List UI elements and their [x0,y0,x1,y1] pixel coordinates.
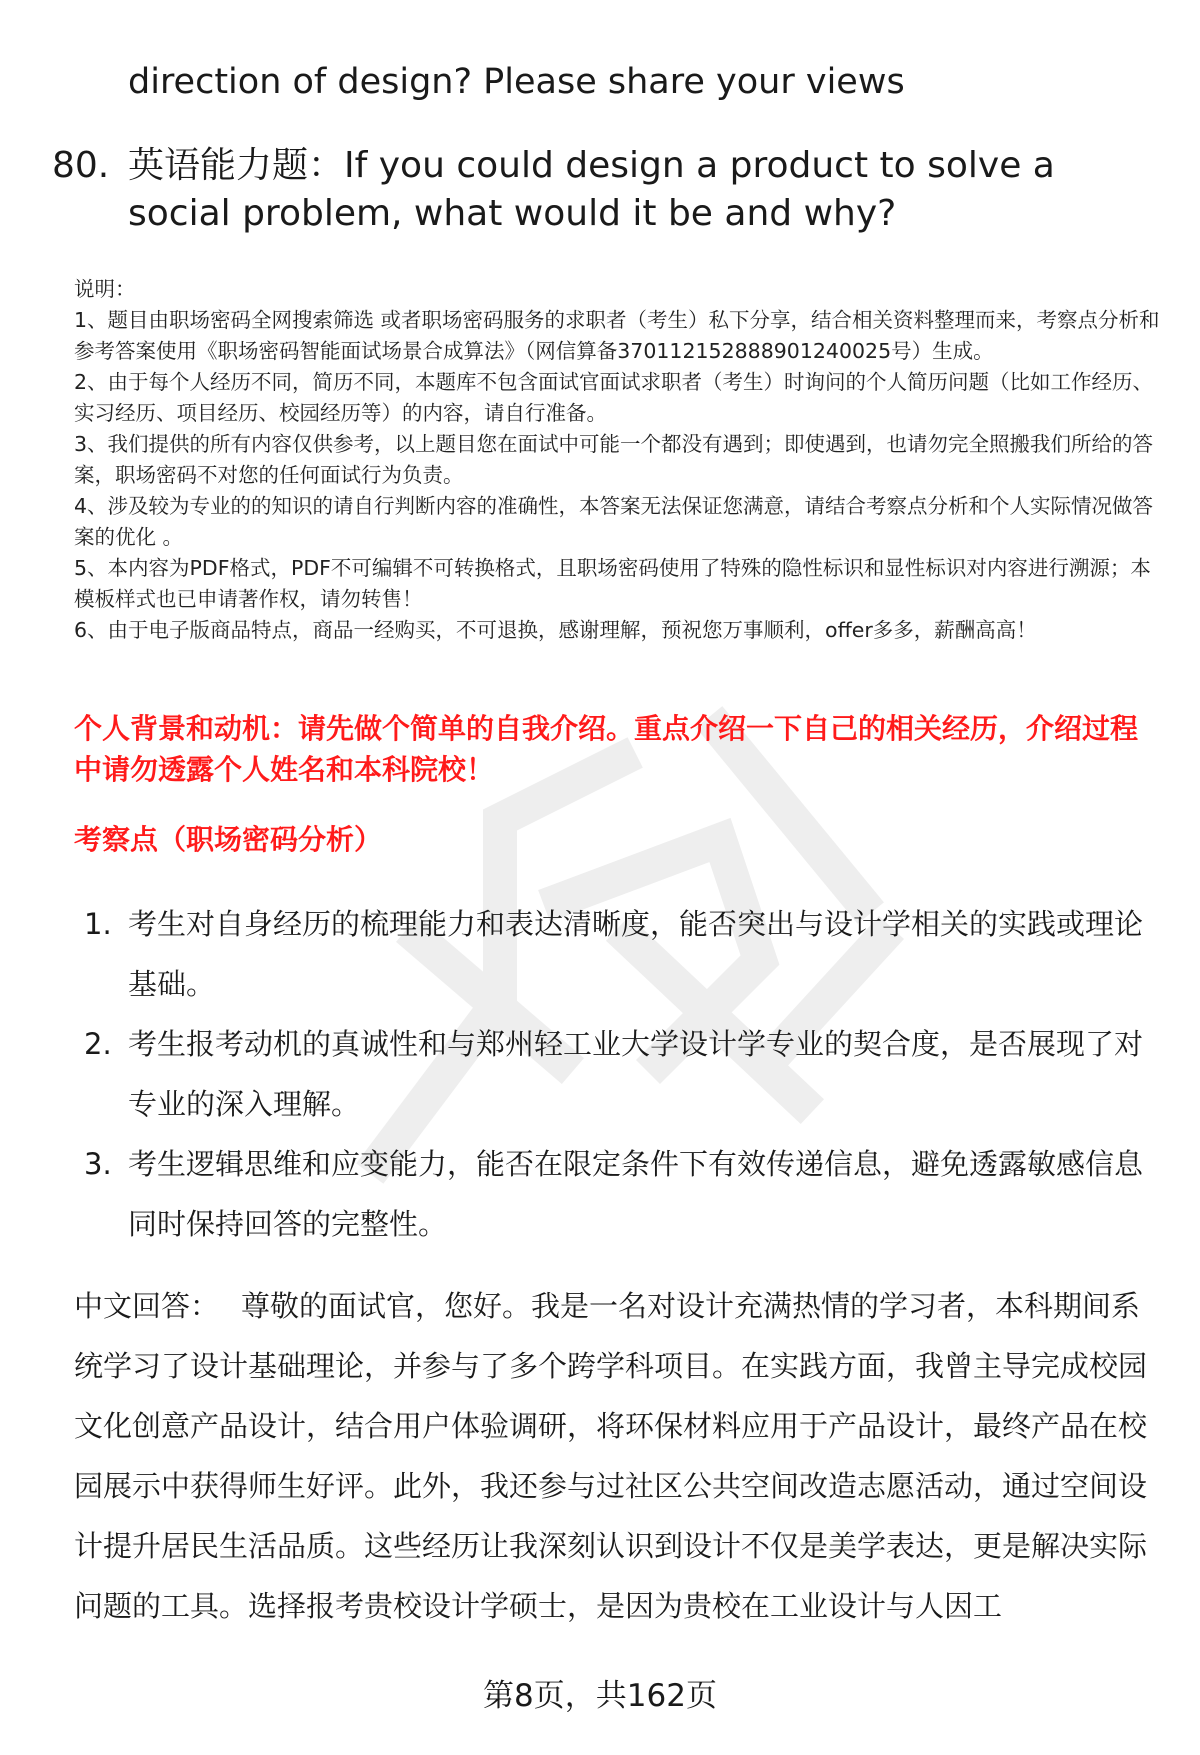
analysis-points [84,894,1154,1254]
analysis-point [84,1014,1154,1134]
point-text: 考生逻辑思维和应变能力，能否在限定条件下有效传递信息，避免透露敏感信息同时保持回答的完整性。 [128,1147,1144,1241]
point-number: 2. [84,1027,112,1061]
point-text: 考生对自身经历的梳理能力和表达清晰度，能否突出与设计学相关的实践或理论基础。 [128,907,1144,1001]
question-continuation: direction of design? Please share your views [128,62,905,102]
notes-title: 说明： [74,277,136,301]
question-number: 80. [52,145,110,186]
page-footer: 第8页，共162页 [483,1678,717,1714]
note-item: 3、我们提供的所有内容仅供参考，以上题目您在面试中可能一个都没有遇到；即使遇到，也请勿完全照搬我们所给的答案，职场密码不对您的任何面试行为负责。 [74,432,1154,487]
chinese-answer [74,1276,1160,1636]
analysis-point [84,894,1154,1014]
question-text: 英语能力题：If you could design a product to solve a social problem, what would it be and why? [128,145,1055,234]
answer-label: 中文回答： [74,1289,220,1323]
notes-section [74,274,1160,646]
analysis-heading: 考察点（职场密码分析） [74,823,383,856]
point-number: 1. [84,907,112,941]
note-item: 1、题目由职场密码全网搜索筛选 或者职场密码服务的求职者（考生）私下分享，结合相关资料整理而来，考察点分析和参考答案使用《职场密码智能面试场景合成算法》（网信算备370112152888901240025号）生成。 [74,308,1160,363]
note-item: 6、由于电子版商品特点，商品一经购买，不可退换，感谢理解，预祝您万事顺利，offer多多，薪酬高高！ [74,618,1037,642]
note-item: 4、涉及较为专业的的知识的请自行判断内容的准确性，本答案无法保证您满意，请结合考察点分析和个人实际情况做答案的优化 。 [74,494,1154,549]
background-heading: 个人背景和动机：请先做个简单的自我介绍。重点介绍一下自己的相关经历，介绍过程中请勿透露个人姓名和本科院校！ [74,712,1139,786]
answer-text: 尊敬的面试官，您好。我是一名对设计充满热情的学习者，本科期间系统学习了设计基础理论，并参与了多个跨学科项目。在实践方面，我曾主导完成校园文化创意产品设计，结合用户体验调研，将环保材料应用于产品设计，最终产品在校园展示中获得师生好评。此外，我还参与过社区公共空间改造志愿活动，通过空间设计提升居民生活品质。这些经历让我深刻认识到设计不仅是美学表达，更是解决实际问题的工具。选择报考贵校设计学硕士，是因为贵校在工业设计与人因工 [74,1289,1148,1623]
note-item: 2、由于每个人经历不同，简历不同，本题库不包含面试官面试求职者（考生）时询问的个人简历问题（比如工作经历、实习经历、项目经历、校园经历等）的内容，请自行准备。 [74,370,1154,425]
point-number: 3. [84,1147,112,1181]
point-text: 考生报考动机的真诚性和与郑州轻工业大学设计学专业的契合度，是否展现了对专业的深入理解。 [128,1027,1144,1121]
question-80 [52,142,1152,238]
note-item: 5、本内容为PDF格式，PDF不可编辑不可转换格式，且职场密码使用了特殊的隐性标识和显性标识对内容进行溯源；本模板样式也已申请著作权，请勿转售！ [74,556,1151,611]
analysis-point [84,1134,1154,1254]
